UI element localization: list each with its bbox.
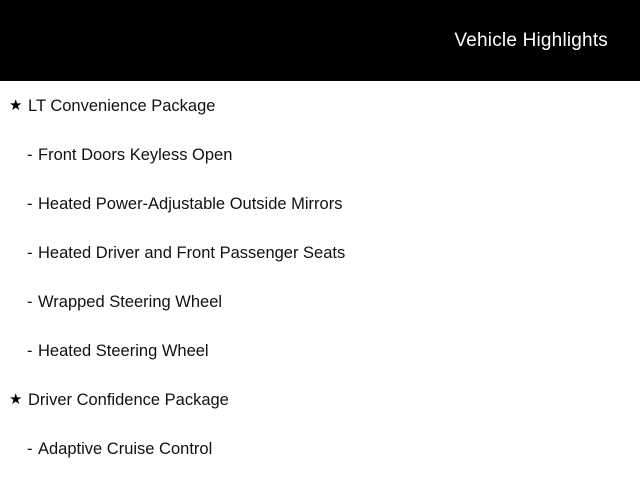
dash-icon: - [27, 195, 33, 213]
dash-icon: - [27, 342, 33, 360]
dash-icon: - [27, 440, 33, 458]
page-title: Vehicle Highlights [454, 30, 608, 51]
dash-icon: - [27, 244, 33, 262]
dash-icon: - [27, 146, 33, 164]
list-item [0, 144, 640, 193]
list-item [0, 95, 640, 144]
list-item-label: Front Doors Keyless Open [38, 146, 233, 164]
list-item-label: Heated Steering Wheel [38, 342, 209, 360]
list-item [0, 389, 640, 438]
list-item-label: Heated Driver and Front Passenger Seats [38, 244, 346, 262]
list-item-label: Wrapped Steering Wheel [38, 293, 223, 311]
star-icon: ★ [9, 391, 23, 408]
list-item-label: LT Convenience Package [28, 97, 216, 115]
header-bar [0, 0, 640, 81]
highlights-list [0, 81, 640, 487]
list-item [0, 193, 640, 242]
dash-icon: - [27, 293, 33, 311]
list-item [0, 291, 640, 340]
list-item-label: Adaptive Cruise Control [38, 440, 213, 458]
list-item [0, 340, 640, 389]
list-item-label: Driver Confidence Package [28, 391, 229, 409]
star-icon: ★ [9, 97, 23, 114]
list-item [0, 242, 640, 291]
list-item-label: Heated Power-Adjustable Outside Mirrors [38, 195, 343, 213]
